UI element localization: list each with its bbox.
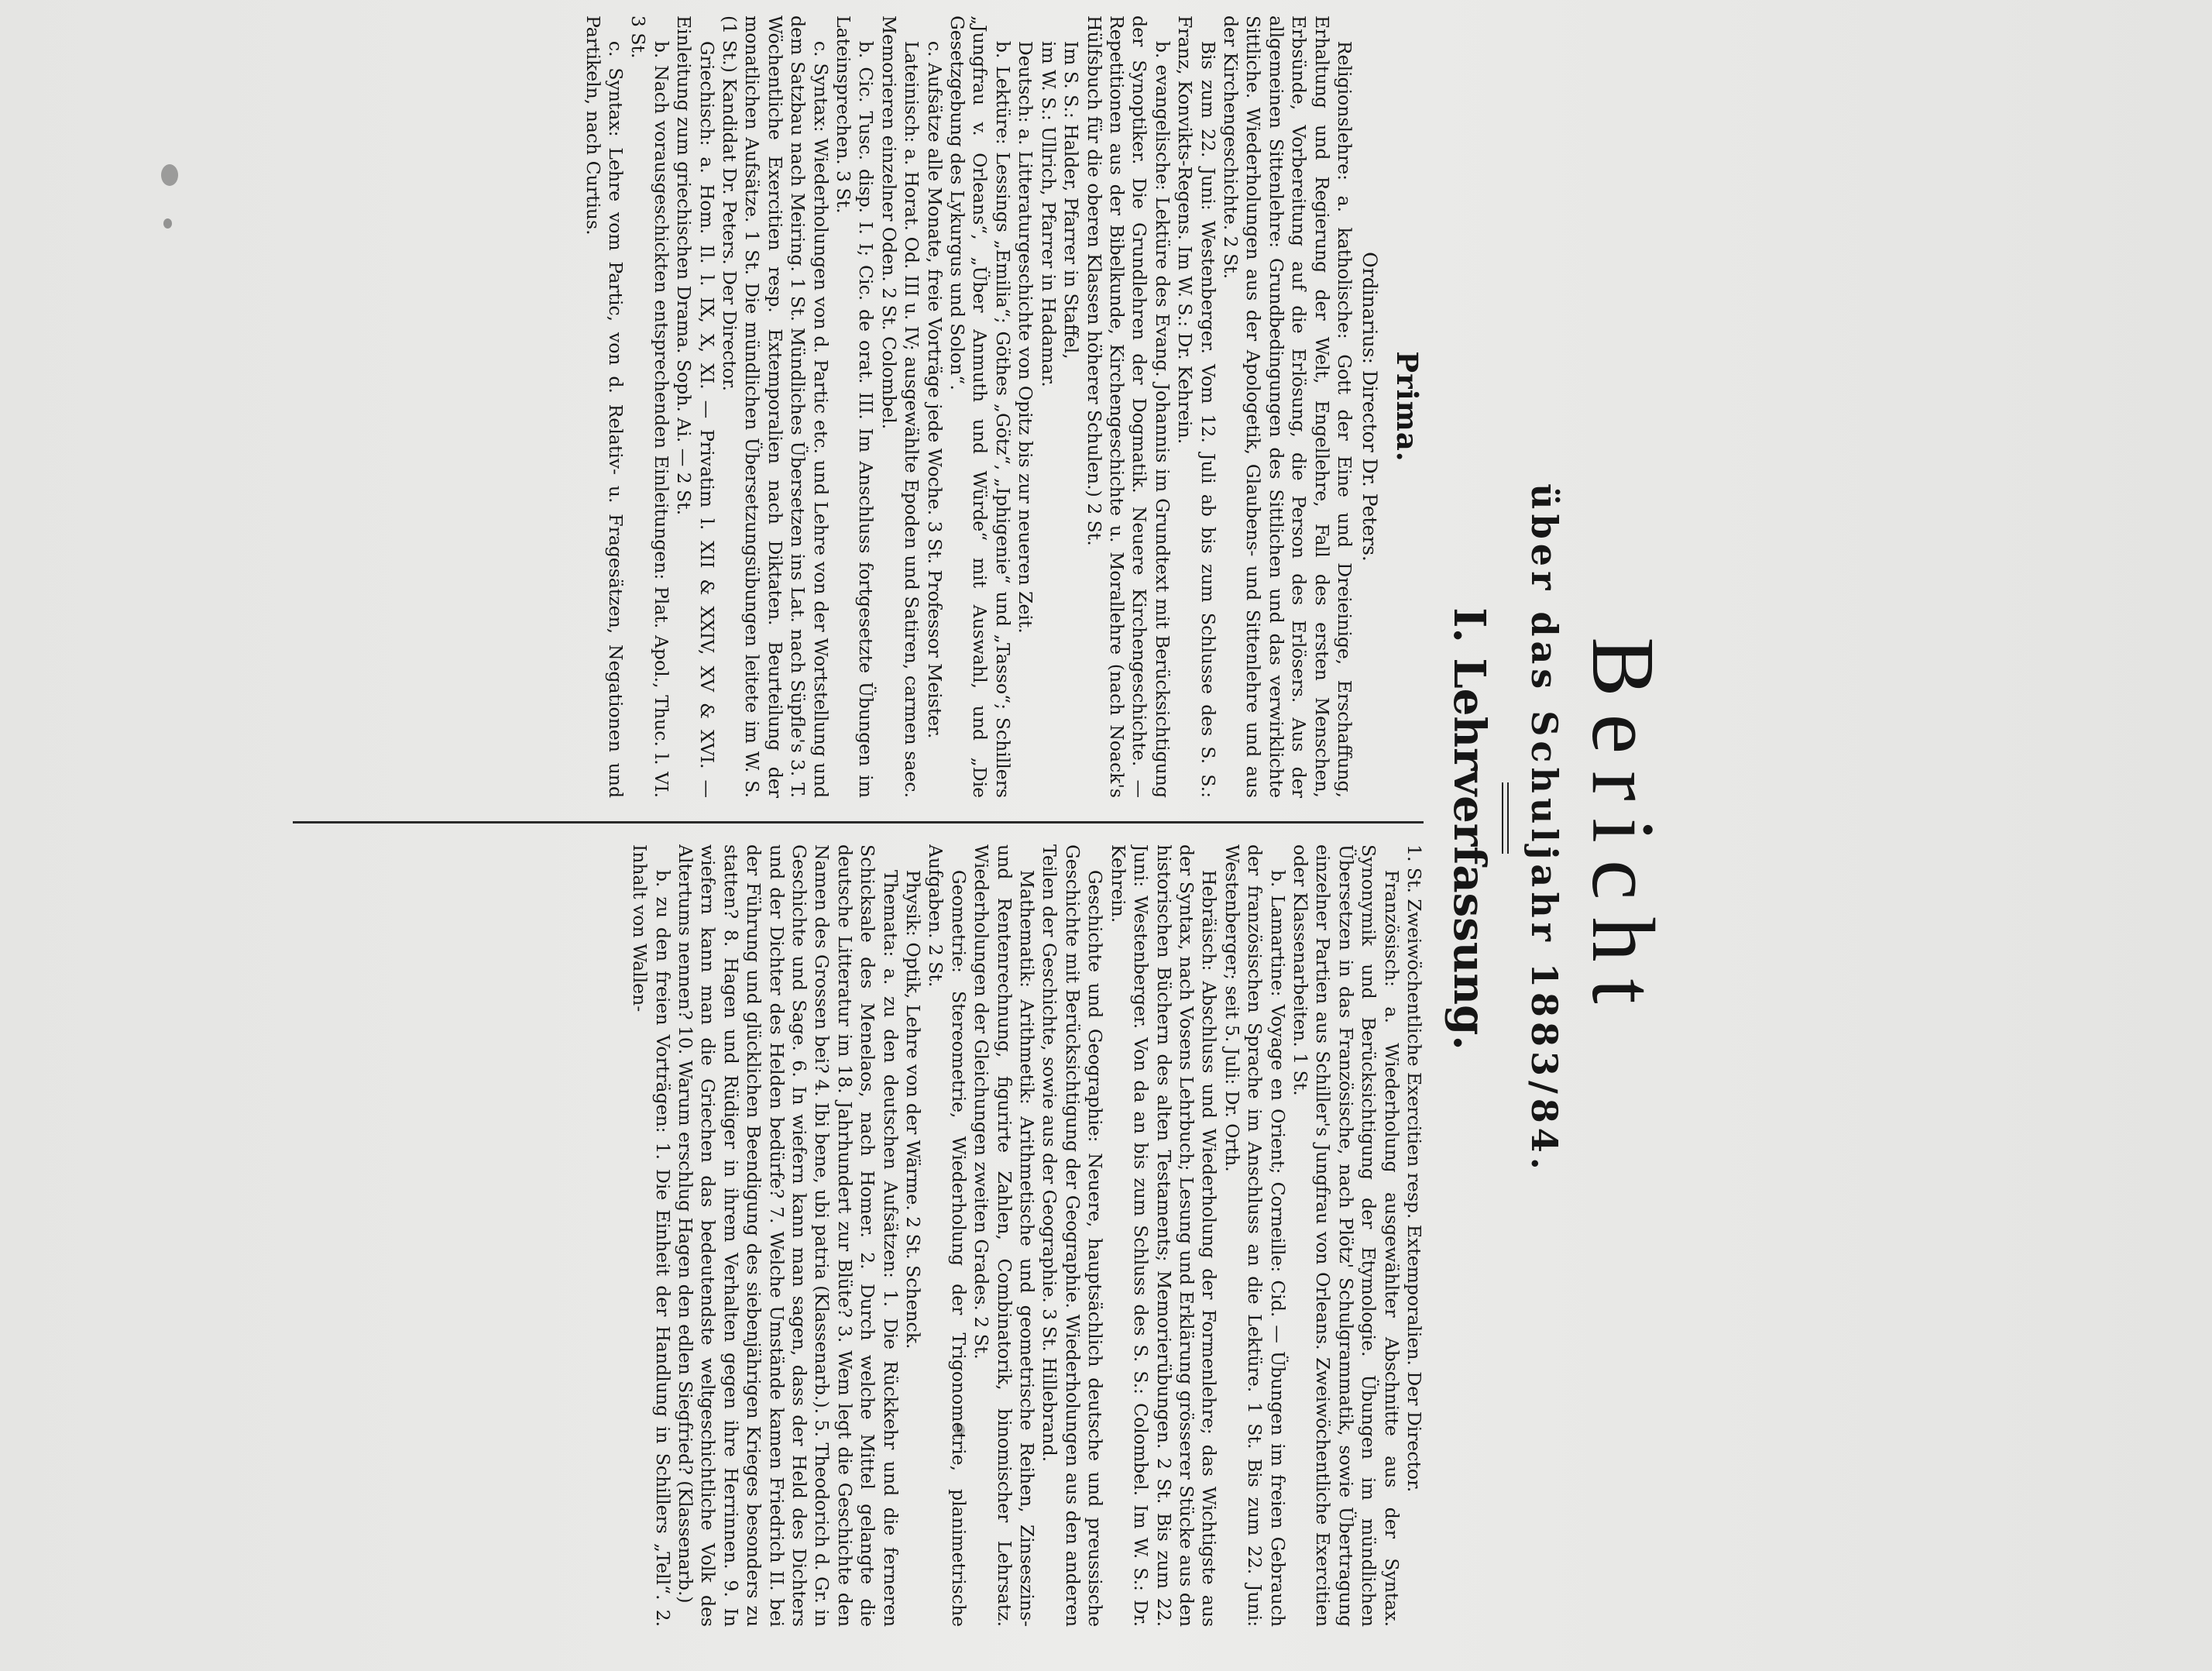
paragraph: 1. St. Zweiwöchentliche Exercitien resp. Extemporalien. Der Director. — [1403, 844, 1425, 1493]
left-column — [248, 15, 1425, 798]
paragraph: b. Lektüre: Lessings „Emilia“; Göthes „Götz“, „Iphigenie“ und „Tasso“; Schillers „Jungfrau v. Orleans“, „Über Anmuth und Würde“ mit Auswahl, und „Die Gesetzgebung des Lykurgus und Solon“. — [946, 15, 1014, 798]
paragraph: b. Nach vorausgeschickten entsprechenden Einleitungen: Plat. Apol., Thuc. l. VI. 3 St. — [627, 15, 672, 798]
paragraph: c. Aufsätze alle Monate, freie Vorträge jede Woche. 3 St. Professor Meister. — [923, 40, 946, 739]
right-column — [248, 844, 1425, 1627]
report-title: Bericht — [1573, 637, 1672, 1021]
paragraph: Hebräisch: Abschluss und Wiederholung der Formenlehre; das Wichtigste aus der Syntax, nach Vosens Lehrbuch; Lesung und Erklärung grösserer Stücke aus den historischen Büchern des alten Testaments; Memorierübungen. 2 St. Bis zum 22. Juni: Westenberger. Von da an bis zum Schluss des S. S.: Colombel. Im W. S.: Dr. Kehrein. — [1107, 844, 1221, 1627]
paragraph: Im S. S.: Halder, Pfarrer in Staffel, — [1060, 40, 1083, 359]
rotated-page-content — [240, 15, 1681, 1642]
paragraph: b. evangelische: Lektüre des Evang. Johannis im Grundtext mit Berücksichtigung der Synoptiker. Die Grundlehren der Dogmatik. Neuere Kirchengeschichte. — Repetitionen aus der Bibelkunde, Kirchengeschichte u. Morallehre (nach Noack's Hülfsbuch für die oberen Klassen höherer Schulen.) 2 St. — [1083, 15, 1173, 798]
paragraph: Physik: Optik, Lehre von der Wärme. 2 St. Schenck. — [902, 869, 925, 1350]
paragraph: Geschichte und Geographie: Neuere, hauptsächlich deutsche und preussische Geschichte mit Berücksichtigung der Geographie. Wiederholungen aus den anderen Teilen der Geschichte, sowie aus der Geographie. 3 St. Hillebrand. — [1039, 844, 1107, 1627]
paragraph: b. Cic. Tusc. disp. I. I; Cic. de orat. III. Im Anschluss fortgesetzte Übungen im Lateinsprechen. 3 St. — [833, 15, 878, 798]
paragraph: c. Syntax: Wiederholungen von d. Partic etc. und Lehre von der Wortstellung und dem Satzbau nach Meiring. 1 St. Mündliches Übersetzen ins Lat. nach Süpfle's 3. T. Wöchentliche Exercitien resp. Extemporalien nach Diktaten. Beurteilung der monatlichen Aufsätze. 1 St. Die mündlichen Übersetzungsübungen leitete im W. S. (1 St.) Kandidat Dr. Peters. Der Director. — [719, 15, 832, 798]
column-divider — [293, 821, 1424, 823]
section-heading: I. Lehrverfassung. — [1444, 607, 1495, 1050]
report-subtitle: über das Schuljahr 1883/84. — [1523, 483, 1565, 1174]
title-rule — [1502, 782, 1509, 854]
paragraph: Religionslehre: a. katholische: Gott der Eine und Dreieinige, Erschaffung, Erhaltung und Regierung der Welt, Engellehre, Fall des ersten Menschen, Erbsünde, Vorbereitung auf die Erlösung, die Person des Erlösers. Aus der allgemeinen Sittenlehre: Grundbedingungen des Sittlichen und das verwirklichte Sittliche. Wiederholungen aus der Apologetik, Glaubens- und Sittenlehre und aus der Kirchengeschichte. 2 St. — [1219, 15, 1355, 798]
paragraph: Mathematik: Arithmetik: Arithmetische und geometrische Reihen, Zinseszins- und Rentenrechnung, figurirte Zahlen, Combinatorik, binomischer Lehrsatz. Wiederholungen der Gleichungen zweiten Grades. 2 St. — [970, 844, 1039, 1627]
paragraph: Themata: a. zu den deutschen Aufsätzen: 1. Die Rückkehr und die ferneren Schicksale des Menelaos, nach Homer. 2. Durch welche Mittel gelangte die deutsche Litteratur im 18. Jahrhundert zur Blüte? 3. Wem legt die Geschichte den Namen des Grossen bei? 4. Ibi bene, ubi patria (Klassenarb.). 5. Theodorich d. Gr. in Geschichte und Sage. 6. In wiefern kann man sagen, dass der Held des Dichters und der Dichter des Helden bedürfe? 7. Welche Umstände kamen Friedrich II. bei der Führung und glücklichen Beendigung des siebenjährigen Krieges besonders zu statten? 8. Hagen und Rüdiger in ihrem Verhalten gegen ihre Herrinnen. 9. In wiefern kann man die Griechen das bedeutendste weltgeschichtliche Volk des Altertums nennen? 10. Warum erschlug Hagen den edlen Siegfried? (Klassenarb.) — [675, 844, 902, 1627]
paragraph: Französisch: a. Wiederholung ausgewählter Abschnitte aus der Syntax. Synonymik und Berücksichtigung der Etymologie. Übungen im mündlichen Übersetzen in das Französische, nach Plötz' Schulgrammatik, sowie Übertragung einzelner Partien aus Schiller's Jungfrau von Orleans. Zweiwöchentliche Exercitien oder Klassenarbeiten. 1 St. — [1289, 844, 1403, 1627]
paragraph: Geometrie: Stereometrie, Wiederholung der Trigonometrie, planimetrische Aufgaben. 2 St. — [925, 844, 970, 1627]
paragraph: c. Syntax: Lehre vom Partic, von d. Relativ- u. Fragesätzen, Negationen und Partikeln, nach Curtius. — [582, 15, 627, 798]
paragraph: Deutsch: a. Litteraturgeschichte von Opitz bis zur neueren Zeit. — [1015, 40, 1037, 634]
class-heading: Prima. — [1390, 351, 1424, 462]
paragraph: im W. S.: Ullrich, Pfarrer in Hadamar. — [1037, 40, 1060, 387]
paragraph: Lateinisch: a. Horat. Od. III u. IV; ausgewählte Epoden und Satiren, carmen saec. Memorieren einzelner Oden. 2 St. Colombel. — [878, 15, 923, 798]
paragraph: Griechisch: a. Hom. Il. l. IX, X, XI. — Privatim l. XII & XXIV, XV & XVI. — Einleitung zum griechischen Drama. Soph. Ai. — 2 St. — [673, 15, 718, 798]
ordinarius-line: Ordinarius: Director Dr. Peters. — [1358, 252, 1381, 562]
paragraph: b. Lamartine: Voyage en Orient; Corneille: Cid. — Übungen im freien Gebrauch der französischen Sprache im Anschluss an die Lektüre. 1 St. Bis zum 22. Juni: Westenberger; seit 5. Juli: Dr. Orth. — [1221, 844, 1289, 1627]
ink-speck — [161, 164, 178, 186]
page-header — [1425, 15, 1681, 1642]
ink-speck — [163, 218, 172, 229]
paragraph: b. zu den freien Vorträgen: 1. Die Einheit der Handlung in Schillers „Tell“. 2. Inhalt von Wallen- — [629, 844, 674, 1627]
paragraph: Bis zum 22. Juni: Westenberger. Vom 12. Juli ab bis zum Schlusse des S. S.: Franz, Konvikts-Regens. Im W. S.: Dr. Kehrein. — [1174, 15, 1219, 798]
